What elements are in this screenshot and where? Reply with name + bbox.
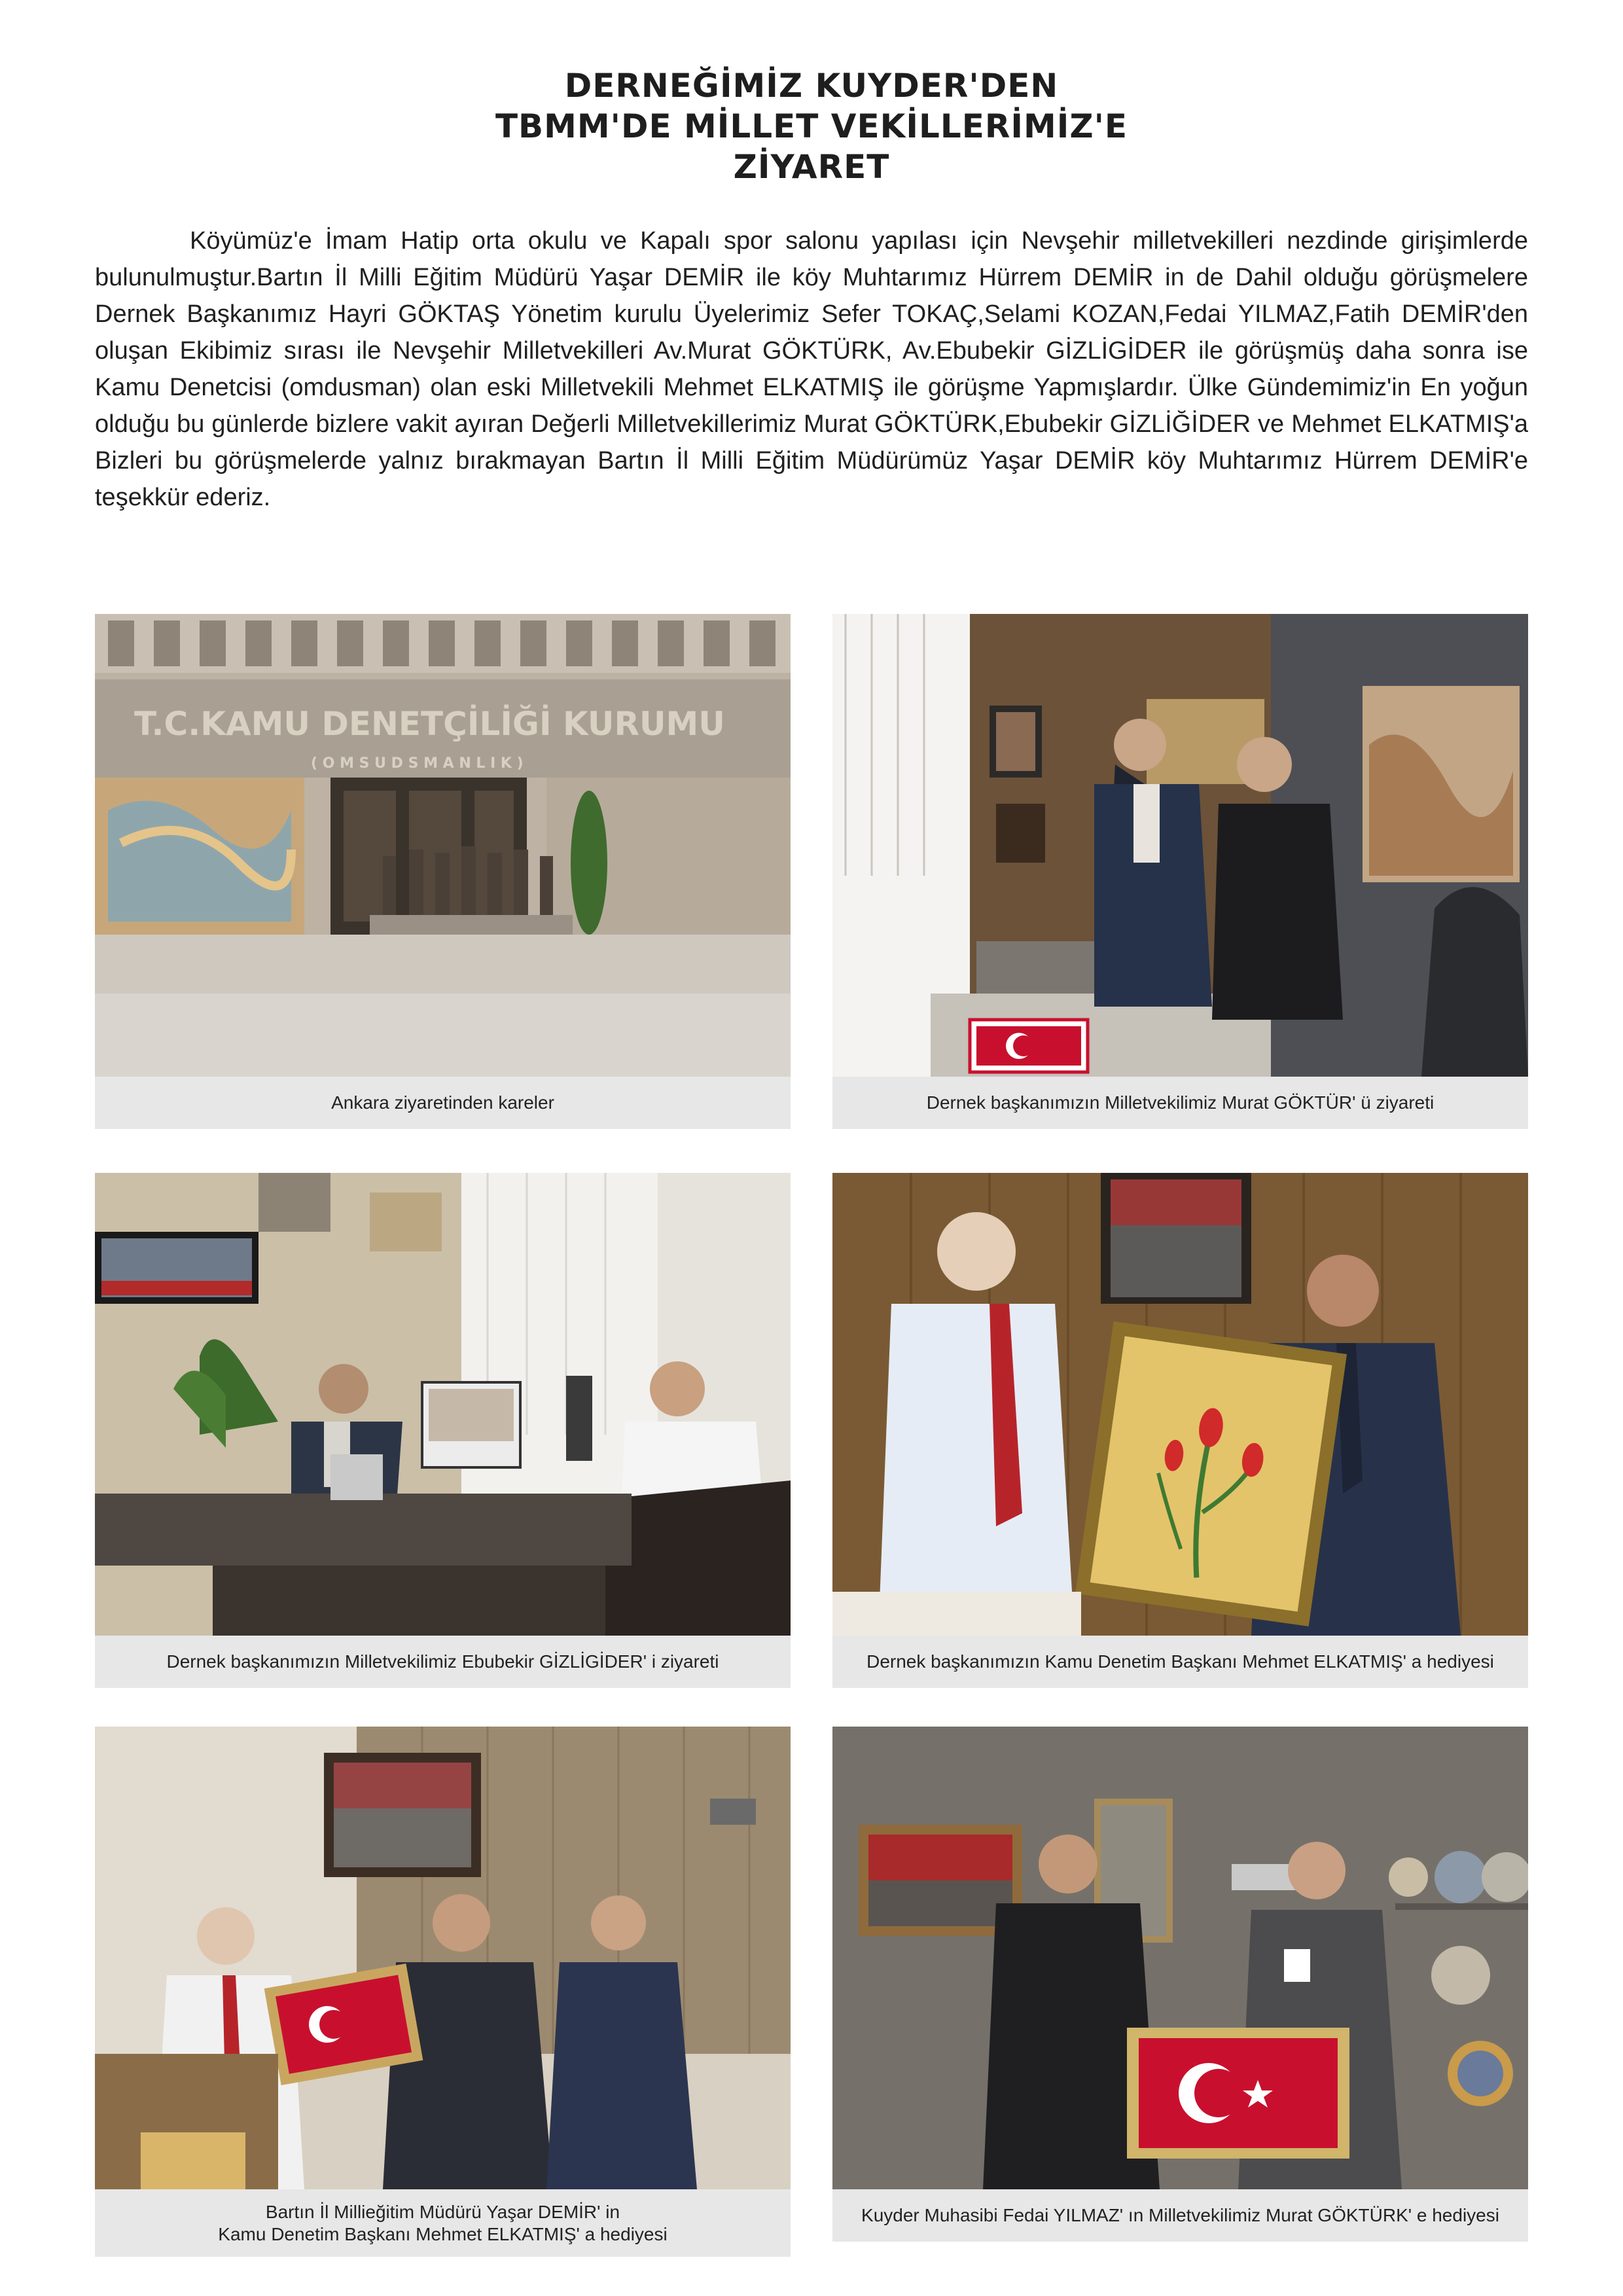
caption-text: Dernek başkanımızın Milletvekilimiz Murat GÖKTÜR' ü ziyareti: [926, 1092, 1435, 1113]
building-sign-subtext: ( O M S U D S M A N L I K ): [311, 755, 524, 772]
title-line-1: DERNEĞİMİZ KUYDER'DEN: [564, 67, 1059, 105]
building-sign-text: T.C.KAMU DENETÇİLİĞİ KURUMU: [134, 705, 725, 743]
photo-office-handshake: [832, 614, 1528, 1077]
photo-caption-3: [95, 1636, 791, 1688]
photo-card-2: [832, 614, 1528, 1129]
photo-caption-6: [832, 2189, 1528, 2242]
caption-text: Ankara ziyaretinden kareler: [331, 1092, 554, 1113]
photo-card-5: [95, 1727, 791, 2257]
photo-caption-2: [832, 1077, 1528, 1129]
photo-office-meeting: [95, 1173, 791, 1636]
photo-building-exterior: [95, 614, 791, 1077]
photo-card-3: [95, 1173, 791, 1688]
photo-card-1: [95, 614, 791, 1129]
title-line-2: TBMM'DE MİLLET VEKİLLERİMİZ'E: [495, 107, 1128, 145]
photo-caption-1: [95, 1077, 791, 1129]
caption-text: Dernek başkanımızın Kamu Denetim Başkanı Mehmet ELKATMIŞ' a hediyesi: [866, 1651, 1494, 1672]
photo-flag-gift-two-men: [832, 1727, 1528, 2189]
page-title: [0, 65, 1623, 187]
caption-text: Kuyder Muhasibi Fedai YILMAZ' ın Milletvekilimiz Murat GÖKTÜRK' e hediyesi: [861, 2205, 1499, 2225]
article-body: Köyümüz'e İmam Hatip orta okulu ve Kapalı spor salonu yapılası için Nevşehir milletvekilleri nezdinde girişimlerde bulunulmuştur.Bartın İl Milli Eğitim Müdürü Yaşar DEMİR ile köy Muhtarımız Hürrem DEMİR in de Dahil olduğu görüşmelere Dernek Başkanımız Hayri GÖKTAŞ Yönetim kurulu Üyelerimiz Sefer TOKAÇ,Selami KOZAN,Fedai YILMAZ,Fatih DEMİR'den oluşan Ekibimiz sırası ile Nevşehir Milletvekilleri Av.Murat GÖKTÜRK, Av.Ebubekir GİZLİGİDER ile görüşmüş daha sonra ise Kamu Denetcisi (omdusman) olan eski Milletvekili Mehmet ELKATMIŞ ile görüşme Yapmışlardır. Ülke Gündemimiz'in En yoğun olduğu bu günlerde bizlere vakit ayıran Değerli Milletvekillerimiz Murat GÖKTÜRK,Ebubekir GİZLİĞİDER ve Mehmet ELKATMIŞ'a Bizleri bu görüşmelerde yalnız bırakmayan Bartın İl Milli Eğitim Müdürümüz Yaşar DEMİR köy Muhtarımız Hürrem DEMİR'e teşekkür ederiz.: [95, 227, 1528, 511]
caption-line-2: Kamu Denetim Başkanı Mehmet ELKATMIŞ' a hediyesi: [218, 2223, 668, 2244]
photo-tulip-gift: [832, 1173, 1528, 1636]
photo-card-6: [832, 1727, 1528, 2242]
caption-text: Dernek başkanımızın Milletvekilimiz Ebubekir GİZLİGİDER' i ziyareti: [166, 1651, 719, 1672]
photo-flag-gift-office: [95, 1727, 791, 2189]
photo-caption-5: [95, 2189, 791, 2257]
caption-line-1: Bartın İl Millieğitim Müdürü Yaşar DEMİR' in: [265, 2201, 620, 2222]
photo-caption-4: [832, 1636, 1528, 1688]
title-line-3: ZİYARET: [733, 148, 890, 186]
photo-card-4: [832, 1173, 1528, 1688]
